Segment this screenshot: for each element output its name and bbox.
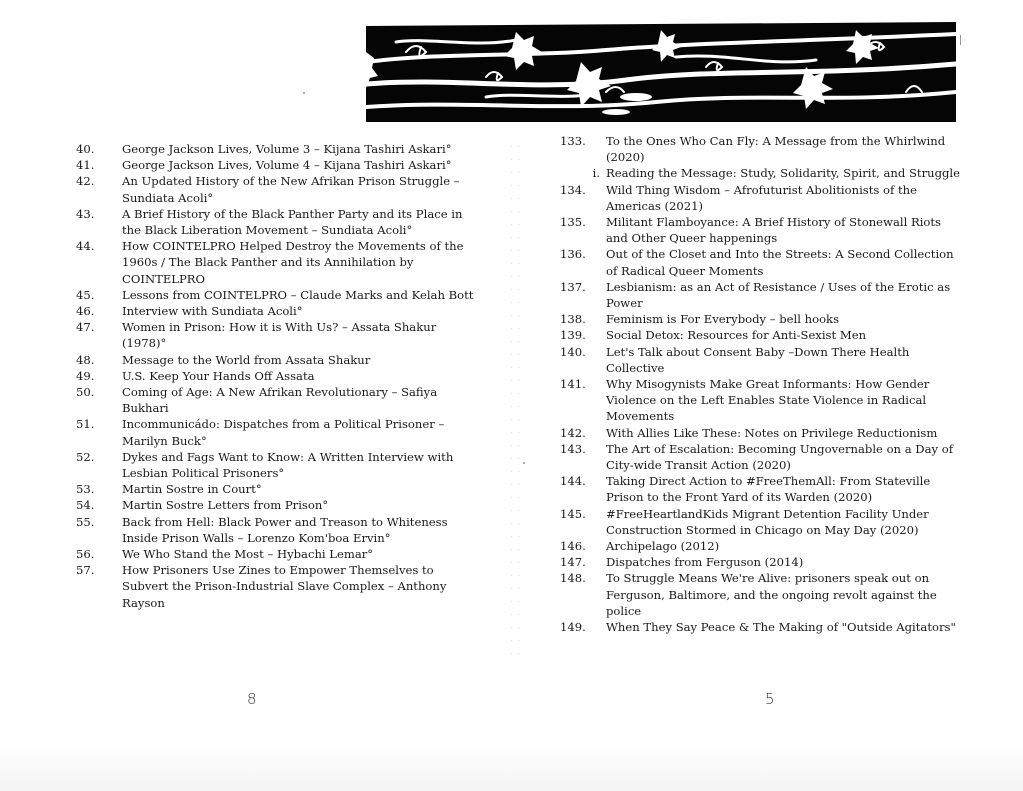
floral-vine-banner-icon (366, 22, 956, 122)
list-item (560, 441, 960, 473)
item-number: 43. (76, 206, 95, 221)
item-number: 57. (76, 563, 95, 578)
list-item (76, 238, 476, 287)
list-item (560, 311, 960, 327)
left-page-list (76, 141, 476, 611)
list-item (76, 481, 476, 497)
list-subitem (560, 165, 960, 181)
item-title: George Jackson Lives, Volume 4 – Kijana Tashiri Askari° (122, 158, 452, 173)
item-title: Let's Talk about Consent Baby –Down There Health Collective (606, 344, 910, 375)
list-item (560, 376, 960, 425)
paper-speck (303, 92, 305, 94)
page-number-left: 8 (247, 690, 257, 708)
item-number: 48. (76, 352, 95, 367)
item-title: When They Say Peace & The Making of "Outside Agitators" (606, 620, 956, 635)
list-item (76, 173, 476, 205)
list-item (76, 368, 476, 384)
item-title: Coming of Age: A New Afrikan Revolutionary – Safiya Bukhari (122, 385, 438, 416)
item-number: 134. (560, 182, 586, 197)
list-item (560, 246, 960, 278)
item-title: Feminism is For Everybody – bell hooks (606, 312, 840, 327)
paper-speck (523, 462, 525, 464)
item-title: Incommunicádo: Dispatches from a Political Prisoner – Marilyn Buck° (122, 417, 445, 448)
list-item (560, 570, 960, 619)
list-item (560, 133, 960, 165)
list-item (76, 416, 476, 448)
item-number: 135. (560, 215, 586, 230)
item-number: 137. (560, 279, 586, 294)
list-item (560, 538, 960, 554)
item-title: Back from Hell: Black Power and Treason to Whiteness Inside Prison Walls – Lorenzo Kom'boa Ervin° (122, 514, 448, 545)
item-number: 49. (76, 368, 95, 383)
item-title: Martin Sostre in Court° (122, 482, 262, 497)
item-title: Reading the Message: Study, Solidarity, Spirit, and Struggle (606, 166, 960, 181)
list-item (76, 287, 476, 303)
item-title: Wild Thing Wisdom – Afrofuturist Abolitionists of the Americas (2021) (606, 182, 917, 213)
list-item (560, 182, 960, 214)
list-item (76, 352, 476, 368)
item-number: 138. (560, 312, 586, 327)
item-number: 140. (560, 344, 586, 359)
list-item (560, 473, 960, 505)
right-page-list (560, 133, 960, 635)
item-number: 149. (560, 620, 586, 635)
item-number: 50. (76, 385, 95, 400)
list-item (560, 554, 960, 570)
list-item (560, 214, 960, 246)
list-item (76, 303, 476, 319)
item-title: Women in Prison: How it is With Us? – Assata Shakur (1978)° (122, 320, 437, 351)
item-title: The Art of Escalation: Becoming Ungovernable on a Day of City-wide Transit Action (2020) (606, 441, 954, 473)
item-number: 51. (76, 417, 95, 432)
item-title: Out of the Closet and Into the Streets: A Second Collection of Radical Queer Moments (606, 247, 954, 278)
item-title: Lessons from COINTELPRO – Claude Marks and Kelah Bott (122, 287, 474, 302)
item-title: Taking Direct Action to #FreeThemAll: From Stateville Prison to the Front Yard of its Warden (2020) (606, 474, 931, 505)
item-number: 141. (560, 377, 586, 392)
item-number: 46. (76, 304, 95, 319)
item-number: 53. (76, 482, 95, 497)
item-number: 133. (560, 134, 586, 148)
item-number: 136. (560, 247, 586, 262)
item-number: 148. (560, 571, 586, 586)
paper-speck (960, 35, 961, 45)
list-item (76, 206, 476, 238)
item-number: 47. (76, 320, 95, 335)
item-title: How Prisoners Use Zines to Empower Themselves to Subvert the Prison-Industrial Slave Complex – Anthony Rayson (122, 563, 447, 610)
item-title: Why Misogynists Make Great Informants: How Gender Violence on the Left Enables State Violence in Radical Movements (606, 377, 930, 424)
item-title: To the Ones Who Can Fly: A Message from the Whirlwind (2020) (606, 134, 946, 165)
item-number: i. (592, 166, 600, 181)
item-title: #FreeHeartlandKids Migrant Detention Facility Under Construction Stormed in Chicago on May Day (2020) (606, 506, 929, 537)
list-item (76, 497, 476, 513)
item-title: Dispatches from Ferguson (2014) (606, 555, 804, 570)
item-title: Lesbianism: as an Act of Resistance / Uses of the Erotic as Power (606, 279, 951, 311)
item-title: To Struggle Means We're Alive: prisoners speak out on Ferguson, Baltimore, and the ongoing revolt against the police (606, 571, 937, 618)
list-item (76, 449, 476, 481)
list-item (76, 546, 476, 562)
list-item (76, 157, 476, 173)
item-number: 52. (76, 449, 95, 464)
item-title: How COINTELPRO Helped Destroy the Movements of the 1960s / The Black Panther and its Annihilation by COINTELPRO (122, 239, 464, 286)
list-item (76, 319, 476, 351)
list-item (560, 425, 960, 441)
item-title: Martin Sostre Letters from Prison° (122, 498, 329, 513)
page-fold-gutter (508, 140, 522, 660)
item-title: We Who Stand the Most – Hybachi Lemar° (122, 547, 374, 562)
item-number: 147. (560, 555, 586, 570)
item-number: 56. (76, 547, 95, 562)
item-title: Militant Flamboyance: A Brief History of Stonewall Riots and Other Queer happenings (606, 215, 941, 246)
list-item (76, 141, 476, 157)
item-number: 42. (76, 174, 95, 189)
item-number: 40. (76, 142, 95, 156)
item-title: Dykes and Fags Want to Know: A Written Interview with Lesbian Political Prisoners° (122, 449, 454, 481)
item-title: George Jackson Lives, Volume 3 – Kijana Tashiri Askari° (122, 142, 452, 156)
page-number-right: 5 (765, 690, 775, 708)
list-item (560, 279, 960, 311)
item-number: 44. (76, 239, 95, 254)
item-title: Interview with Sundiata Acoli° (122, 304, 303, 319)
item-number: 45. (76, 287, 95, 302)
list-item (560, 619, 960, 635)
item-title: An Updated History of the New Afrikan Prison Struggle – Sundiata Acoli° (122, 174, 460, 205)
list-item (560, 506, 960, 538)
item-number: 144. (560, 474, 586, 489)
list-item (76, 384, 476, 416)
item-title: Archipelago (2012) (606, 539, 720, 554)
floral-banner-artwork (366, 22, 956, 122)
list-item (76, 514, 476, 546)
item-number: 54. (76, 498, 95, 513)
item-number: 145. (560, 506, 586, 521)
item-number: 143. (560, 441, 586, 456)
list-item (560, 327, 960, 343)
item-title: Social Detox: Resources for Anti-Sexist Men (606, 328, 867, 343)
item-title: Message to the World from Assata Shakur (122, 352, 371, 367)
item-title: A Brief History of the Black Panther Party and its Place in the Black Liberation Movement – Sundiata Acoli° (122, 206, 463, 238)
item-number: 146. (560, 539, 586, 554)
item-number: 55. (76, 514, 95, 529)
item-number: 41. (76, 158, 95, 173)
list-item (76, 562, 476, 611)
item-title: With Allies Like These: Notes on Privilege Reductionism (606, 425, 938, 440)
list-item (560, 344, 960, 376)
item-title: U.S. Keep Your Hands Off Assata (122, 368, 315, 383)
item-number: 139. (560, 328, 586, 343)
item-number: 142. (560, 425, 586, 440)
